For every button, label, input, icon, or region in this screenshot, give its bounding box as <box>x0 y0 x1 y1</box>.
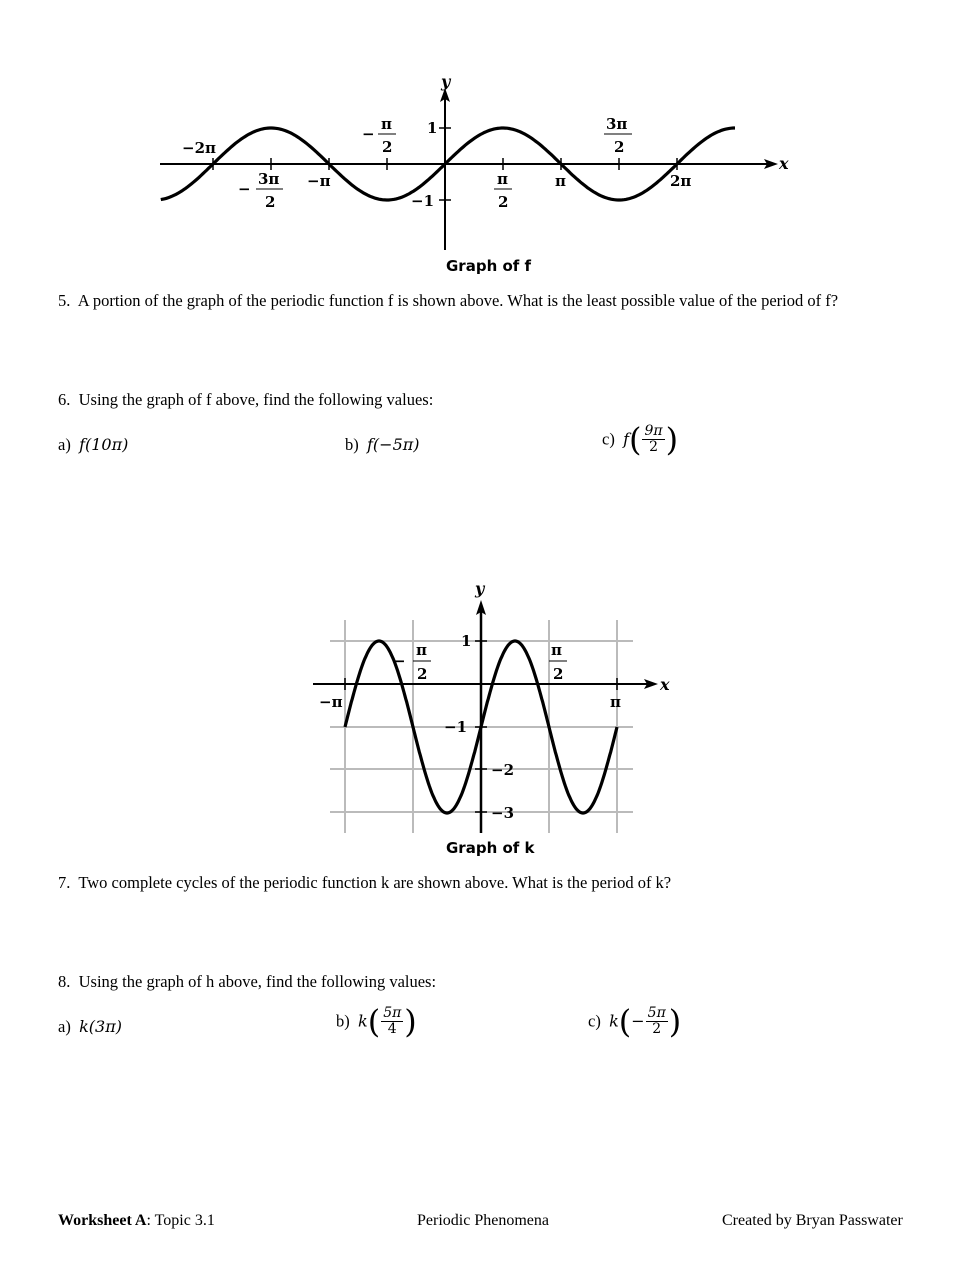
k-label-neg-pi2-den: 2 <box>417 665 428 683</box>
q6-part-c <box>602 420 679 459</box>
k-label-neg-three: −3 <box>491 804 515 822</box>
question-5 <box>58 291 838 311</box>
paren-open: ( <box>629 420 642 459</box>
part-label: a) <box>58 1017 71 1036</box>
footer-left <box>58 1212 215 1230</box>
part-expression: k(3π) <box>79 1017 122 1036</box>
f-label-x: x <box>779 154 789 173</box>
f-label-one: 1 <box>427 119 438 137</box>
denominator: 2 <box>649 439 658 455</box>
f-label-neg-pi2-den: 2 <box>382 138 393 156</box>
q8-part-a <box>58 1017 122 1037</box>
question-text: A portion of the graph of the periodic function f is shown above. What is the least possible value of the period of f? <box>77 291 839 310</box>
k-label-neg-pi: −π <box>319 693 343 711</box>
question-number: 8. <box>58 972 71 991</box>
f-label-3pi2-num: 3π <box>606 115 628 133</box>
q8-part-b <box>336 1002 417 1041</box>
graph-f-caption: Graph of f <box>446 257 532 275</box>
question-number: 7. <box>58 873 71 892</box>
f-label-neg-pi2-num: π <box>381 115 392 133</box>
q6-part-a <box>58 435 128 455</box>
k-label-neg-pi2-num: π <box>416 641 427 659</box>
graph-k <box>0 570 979 845</box>
f-label-neg-one: −1 <box>411 192 435 210</box>
fraction <box>646 1006 668 1037</box>
question-number: 5. <box>58 291 71 310</box>
part-expression: f(10π) <box>79 435 129 454</box>
question-8 <box>58 972 436 992</box>
part-expression: f(−5π) <box>367 435 420 454</box>
footer-center: Periodic Phenomena <box>417 1212 549 1229</box>
q6-part-b <box>345 435 420 455</box>
k-label-neg-two: −2 <box>491 761 515 779</box>
fraction <box>381 1006 403 1037</box>
numerator: 5π <box>383 1005 402 1021</box>
question-number: 6. <box>58 390 71 409</box>
question-text: Two complete cycles of the periodic function k are shown above. What is the period of k? <box>78 873 672 892</box>
f-label-neg-pi: −π <box>307 172 331 190</box>
question-text: Using the graph of h above, find the following values: <box>78 972 437 991</box>
paren-open: ( <box>367 1002 381 1041</box>
paren-close: ) <box>668 1002 682 1041</box>
question-6 <box>58 390 433 410</box>
numerator: 5π <box>647 1005 666 1021</box>
footer-topic: : Topic 3.1 <box>146 1212 215 1229</box>
part-label: b) <box>336 1011 350 1031</box>
footer-right: Created by Bryan Passwater <box>722 1212 903 1229</box>
minus-sign: − <box>631 1011 645 1031</box>
paren-close: ) <box>665 420 679 459</box>
f-label-neg-3pi2-den: 2 <box>265 193 276 211</box>
f-label-pi2-den: 2 <box>498 193 509 211</box>
k-label-pi: π <box>610 693 621 711</box>
f-label-y: y <box>441 72 451 91</box>
part-label: a) <box>58 435 71 454</box>
f-label-3pi2-den: 2 <box>614 138 625 156</box>
k-label-x: x <box>660 675 670 694</box>
k-label-pi2-num: π <box>551 641 562 659</box>
k-label-neg-pi2-minus: − <box>393 652 406 670</box>
denominator: 4 <box>387 1021 397 1037</box>
q8-part-c <box>588 1002 682 1041</box>
k-label-neg-one: −1 <box>444 718 468 736</box>
part-label: c) <box>588 1011 601 1031</box>
fraction <box>642 424 664 455</box>
question-7 <box>58 873 671 893</box>
question-text: Using the graph of f above, find the following values: <box>78 390 434 409</box>
paren-close: ) <box>404 1002 417 1041</box>
graph-k-caption: Graph of k <box>446 839 535 857</box>
k-label-y: y <box>475 579 485 598</box>
part-label: b) <box>345 435 359 454</box>
part-function: k <box>609 1011 619 1031</box>
k-label-one: 1 <box>461 632 472 650</box>
f-label-neg-3pi2-minus: − <box>238 180 251 198</box>
part-function: k <box>358 1011 368 1031</box>
part-function: f <box>623 429 629 449</box>
footer-worksheet-title: Worksheet A <box>58 1212 147 1229</box>
f-label-neg-3pi2-num: 3π <box>258 170 280 188</box>
part-label: c) <box>602 429 615 449</box>
f-label-pi2-num: π <box>497 170 508 188</box>
paren-open: ( <box>618 1002 632 1041</box>
numerator: 9π <box>644 423 663 439</box>
k-label-pi2-den: 2 <box>553 665 564 683</box>
f-label-pi: π <box>555 172 566 190</box>
graph-f <box>0 0 979 260</box>
f-label-2pi: 2π <box>670 172 692 190</box>
f-label-neg-pi2-minus: − <box>362 125 375 143</box>
denominator: 2 <box>652 1021 662 1037</box>
f-label-neg-2pi: −2π <box>182 139 216 157</box>
